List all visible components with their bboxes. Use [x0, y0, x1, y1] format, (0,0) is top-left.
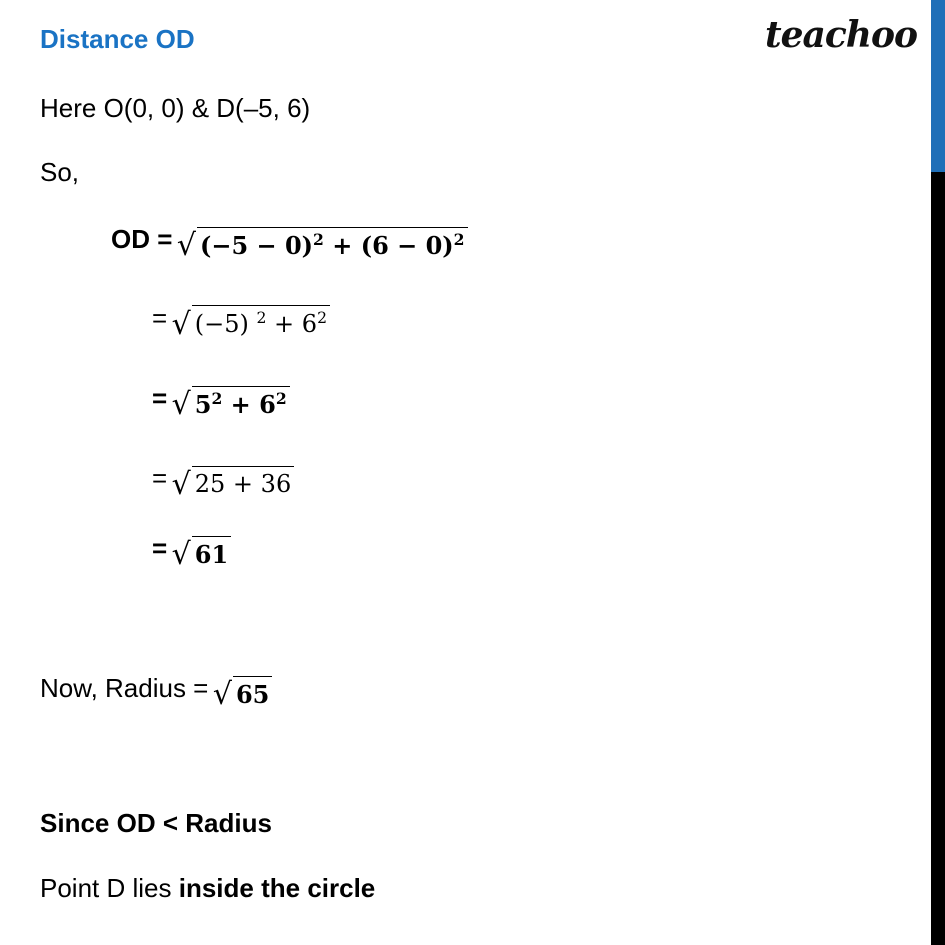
- equals-sign: =: [152, 303, 168, 333]
- expr-5: 61: [192, 536, 231, 570]
- step-3: [152, 383, 290, 420]
- equals-sign: =: [152, 533, 168, 563]
- sqrt-expression-3: [172, 386, 290, 420]
- so-line: So,: [40, 157, 80, 187]
- sqrt-icon: √: [171, 466, 191, 502]
- expr-4: 25 + 36: [192, 466, 294, 500]
- radius-value: 65: [233, 676, 272, 710]
- step-4: [152, 463, 294, 500]
- od-label: OD =: [111, 224, 173, 254]
- sqrt-icon: √: [176, 227, 196, 263]
- radius-label: Now, Radius =: [40, 673, 209, 703]
- since-line: Since OD < Radius: [40, 808, 272, 838]
- page-title: Distance OD: [40, 24, 195, 54]
- sqrt-icon: √: [171, 307, 191, 343]
- step-2: [152, 303, 330, 343]
- expr-1: $(-5 - 0)^2 + (6 - 0)^2$: [197, 227, 468, 261]
- teachoo-logo: teachoo: [765, 14, 917, 56]
- expr-3: $5^2 + 6^2$: [192, 386, 290, 420]
- sqrt-expression-5: [172, 536, 232, 570]
- radius-line: [40, 673, 272, 710]
- equals-sign: =: [152, 463, 168, 493]
- sqrt-icon: √: [171, 386, 191, 422]
- sqrt-icon: √: [212, 676, 232, 712]
- sqrt-expression-4: [172, 466, 295, 500]
- conclusion-prefix: Point D lies: [40, 873, 172, 903]
- equals-sign: =: [152, 383, 168, 413]
- sqrt-icon: √: [171, 536, 191, 572]
- step-5: [152, 533, 231, 570]
- intro-line: Here O(0, 0) & D(–5, 6): [40, 93, 311, 123]
- conclusion-bold: inside the circle: [178, 873, 376, 903]
- conclusion-line: [40, 873, 375, 904]
- step-1: [111, 224, 468, 261]
- scrollbar-thumb[interactable]: [931, 0, 945, 172]
- sqrt-expression-2: [171, 305, 330, 343]
- sqrt-expression-1: [177, 227, 468, 261]
- expr-2: (−5) $^2 + 6^2$: [192, 305, 330, 340]
- sqrt-radius: [213, 676, 273, 710]
